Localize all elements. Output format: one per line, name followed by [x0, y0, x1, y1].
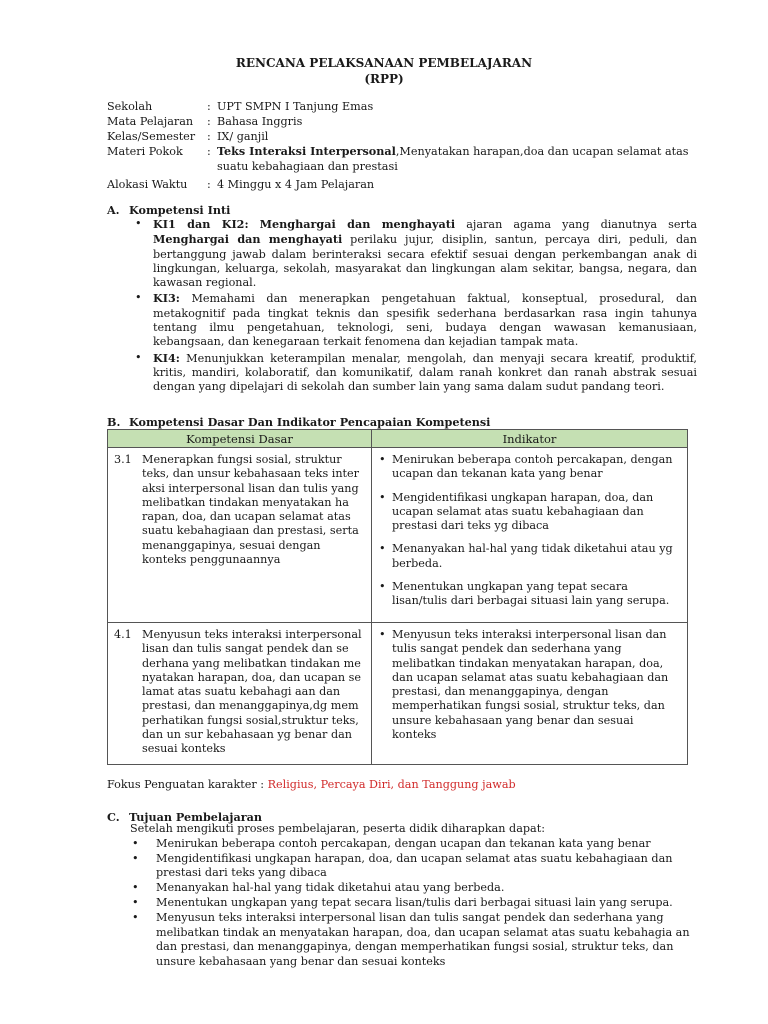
- bullet-icon: •: [132, 881, 139, 895]
- ki-bold: Menghargai dan menghayati: [153, 232, 343, 247]
- ki-item-3: [127, 291, 697, 349]
- ki-item-1-2: [127, 217, 697, 290]
- section-title: Kompetensi Inti: [129, 203, 231, 217]
- info-colon: :: [207, 115, 211, 128]
- bullet-icon: •: [379, 542, 386, 556]
- indicator-item: • Menyusun teks interaksi interpersonal lisan dan tulis sangat pendek dan sederhana yang melibatkan tindakan menyatakan harapan, doa, dan ucapan selamat atas suatu kebahagiaan dan prestasi, dan menanggapinya, dengan memperhatikan fungsi sosial, struktur teks, dan unsure kebahasaan yang benar dan sesuai konteks: [379, 628, 669, 742]
- ki-text: Menunjukkan keterampilan menalar, mengolah, dan menyaji secara kreatif, produktif, kritis, mandiri, kolaboratif, dan komunikatif, dalam ranah konkret dan ranah abstrak sesuai dengan yang dipelajari di sekolah dan sumber lain yang sama dalam sudut pandang teori.: [153, 351, 697, 394]
- section-a-heading: [107, 203, 230, 217]
- list-item: • Menentukan ungkapan yang tepat secara lisan/tulis dari berbagai situasi lain yang serupa.: [132, 895, 673, 909]
- document-title: RENCANA PELAKSANAAN PEMBELAJARAN: [235, 56, 533, 70]
- table-row: [108, 448, 688, 623]
- materi-bold: Teks Interaksi Interpersonal: [217, 144, 396, 158]
- ki-label: KI1 dan KI2:: [153, 217, 249, 231]
- info-row-mapel: [107, 114, 697, 129]
- bullet-icon: •: [135, 217, 142, 230]
- info-label: Materi Pokok: [107, 145, 183, 158]
- info-label: Mata Pelajaran: [107, 115, 194, 128]
- section-title: Kompetensi Dasar Dan Indikator Pencapaian Kompetensi: [129, 415, 491, 429]
- list-item: • Mengidentifikasi ungkapan harapan, doa, dan ucapan selamat atas suatu kebahagiaan dan prestasi dari teks yang dibaca: [132, 851, 673, 880]
- kd-text: Menyusun teks interaksi interpersonal lisan dan tulis sangat pendek dan se derhana yang melibatkan tindakan me nyatakan harapan, doa, dan ucapan se lamat atas suatu kebahagi aan dan prestasi, dan menanggapinya,dg mem perhatikan fungsi sosial,struktur teks, dan un sur kebahasaan yg benar dan sesuai konteks: [142, 628, 362, 756]
- info-value: IX/ ganjil: [217, 130, 269, 143]
- info-value: UPT SMPN I Tanjung Emas: [217, 100, 374, 113]
- section-b-heading: [107, 415, 490, 429]
- indicator-item: • Mengidentifikasi ungkapan harapan, doa, dan ucapan selamat atas suatu kebahagiaan dan prestasi dari teks yg dibaca: [379, 490, 654, 533]
- info-colon: :: [207, 130, 211, 143]
- kd-number: 3.1: [114, 453, 132, 466]
- ki-text: perilaku jujur, disiplin, santun, percaya diri, peduli, dan bertanggung jawab dalam berinteraksi secara efektif sesuai dengan perkembangan anak di lingkungan, keluarga, sekolah, masyarakat dan lingkungan alam sekitar, bangsa, negara, dan kawasan regional.: [153, 233, 697, 290]
- fokus-label: Fokus Penguatan karakter :: [107, 778, 268, 791]
- info-label: Alokasi Waktu: [107, 178, 188, 191]
- indicator-item: • Menirukan beberapa contoh percakapan, dengan ucapan dan tekanan kata yang benar: [379, 453, 673, 481]
- column-header-indikator: Indikator: [372, 430, 688, 448]
- indicator-cell: [372, 623, 688, 765]
- bullet-icon: •: [132, 895, 139, 909]
- kd-cell: [108, 448, 372, 623]
- info-colon: :: [207, 100, 211, 113]
- info-row-alokasi: [107, 177, 697, 192]
- document-subtitle: (RPP): [364, 72, 404, 86]
- section-title: Tujuan Pembelajaran: [129, 810, 262, 824]
- bullet-icon: •: [132, 836, 139, 850]
- bullet-icon: •: [132, 910, 139, 924]
- info-value: Bahasa Inggris: [217, 115, 303, 128]
- ki-label: KI3:: [153, 291, 180, 306]
- tujuan-intro: Setelah mengikuti proses pembelajaran, peserta didik diharapkan dapat:: [130, 822, 545, 835]
- ki-bold: Menghargai dan menghayati: [259, 217, 456, 231]
- kd-indicator-table: [107, 429, 688, 765]
- kd-cell: [108, 623, 372, 765]
- tujuan-list: [130, 822, 710, 970]
- list-item: • Menyusun teks interaksi interpersonal lisan dan tulis sangat pendek dan sederhana yang melibatkan tindak an menyatakan harapan, doa, dan ucapan selamat atas suatu kebahagia an dan prestasi, dan menanggapinya, dengan memperhatikan fungsi sosial, struktur teks, dan unsure kebahasaan yang benar dan sesuai konteks: [132, 910, 690, 969]
- info-row-sekolah: [107, 99, 697, 114]
- bullet-icon: •: [379, 490, 386, 504]
- section-letter: B.: [107, 415, 121, 429]
- ki-text: ajaran agama yang dianutnya serta: [455, 218, 698, 231]
- section-letter: C.: [107, 810, 120, 824]
- section-letter: A.: [107, 203, 120, 217]
- info-row-kelas: [107, 129, 697, 144]
- indicator-cell: [372, 448, 688, 623]
- fokus-value: Religius, Percaya Diri, dan Tanggung jawab: [267, 778, 516, 791]
- ki-list: [127, 217, 697, 396]
- column-header-kd: Kompetensi Dasar: [108, 430, 372, 448]
- ki-label: KI4:: [153, 350, 180, 365]
- materi-rest: ,Menyatakan harapan,doa dan ucapan selamat atas suatu kebahagiaan dan prestasi: [217, 145, 689, 173]
- list-item: • Menirukan beberapa contoh percakapan, dengan ucapan dan tekanan kata yang benar: [132, 836, 651, 850]
- table-row: [108, 623, 688, 765]
- kd-number: 4.1: [114, 628, 132, 641]
- kd-text: Menerapkan fungsi sosial, struktur teks, dan unsur kebahasaan teks inter aksi interpersonal lisan dan tulis yang melibatkan tindakan menyatakan ha rapan, doa, dan ucapan selamat atas suatu kebahagiaan dan prestasi, serta menanggapinya, sesuai dengan konteks penggunaannya: [142, 453, 359, 567]
- info-label: Sekolah: [107, 100, 153, 113]
- table-header-row: [108, 430, 688, 448]
- bullet-icon: •: [135, 350, 142, 364]
- ki-text: Memahami dan menerapkan pengetahuan faktual, konseptual, prosedural, dan metakognitif pada tingkat teknis dan spesifik sederhana berdasarkan rasa ingin tahunya tentang ilmu pengetahuan, teknologi, seni, budaya dengan wawasan kemanusiaan, kebangsaan, dan kenegaraan terkait fenomena dan kejadian tampak mata.: [153, 292, 697, 349]
- info-row-materi: [107, 144, 697, 174]
- ki-item-4: [127, 351, 697, 395]
- bullet-icon: •: [135, 291, 142, 305]
- bullet-icon: •: [379, 628, 386, 641]
- list-item: • Menanyakan hal-hal yang tidak diketahui atau yang berbeda.: [132, 881, 505, 895]
- bullet-icon: •: [132, 851, 139, 865]
- indicator-item: • Menentukan ungkapan yang tepat secara lisan/tulis dari berbagai situasi lain yang serupa.: [379, 580, 670, 608]
- bullet-icon: •: [379, 580, 386, 594]
- info-colon: :: [207, 145, 211, 158]
- info-colon: :: [207, 178, 211, 191]
- info-label: Kelas/Semester: [107, 130, 196, 143]
- identity-block: [107, 99, 697, 192]
- info-value: 4 Minggu x 4 Jam Pelajaran: [217, 178, 375, 191]
- indicator-item: • Menanyakan hal-hal yang tidak diketahui atau yg berbeda.: [379, 542, 673, 570]
- bullet-icon: •: [379, 453, 386, 466]
- fokus-karakter: [107, 778, 516, 791]
- info-value: [217, 144, 697, 174]
